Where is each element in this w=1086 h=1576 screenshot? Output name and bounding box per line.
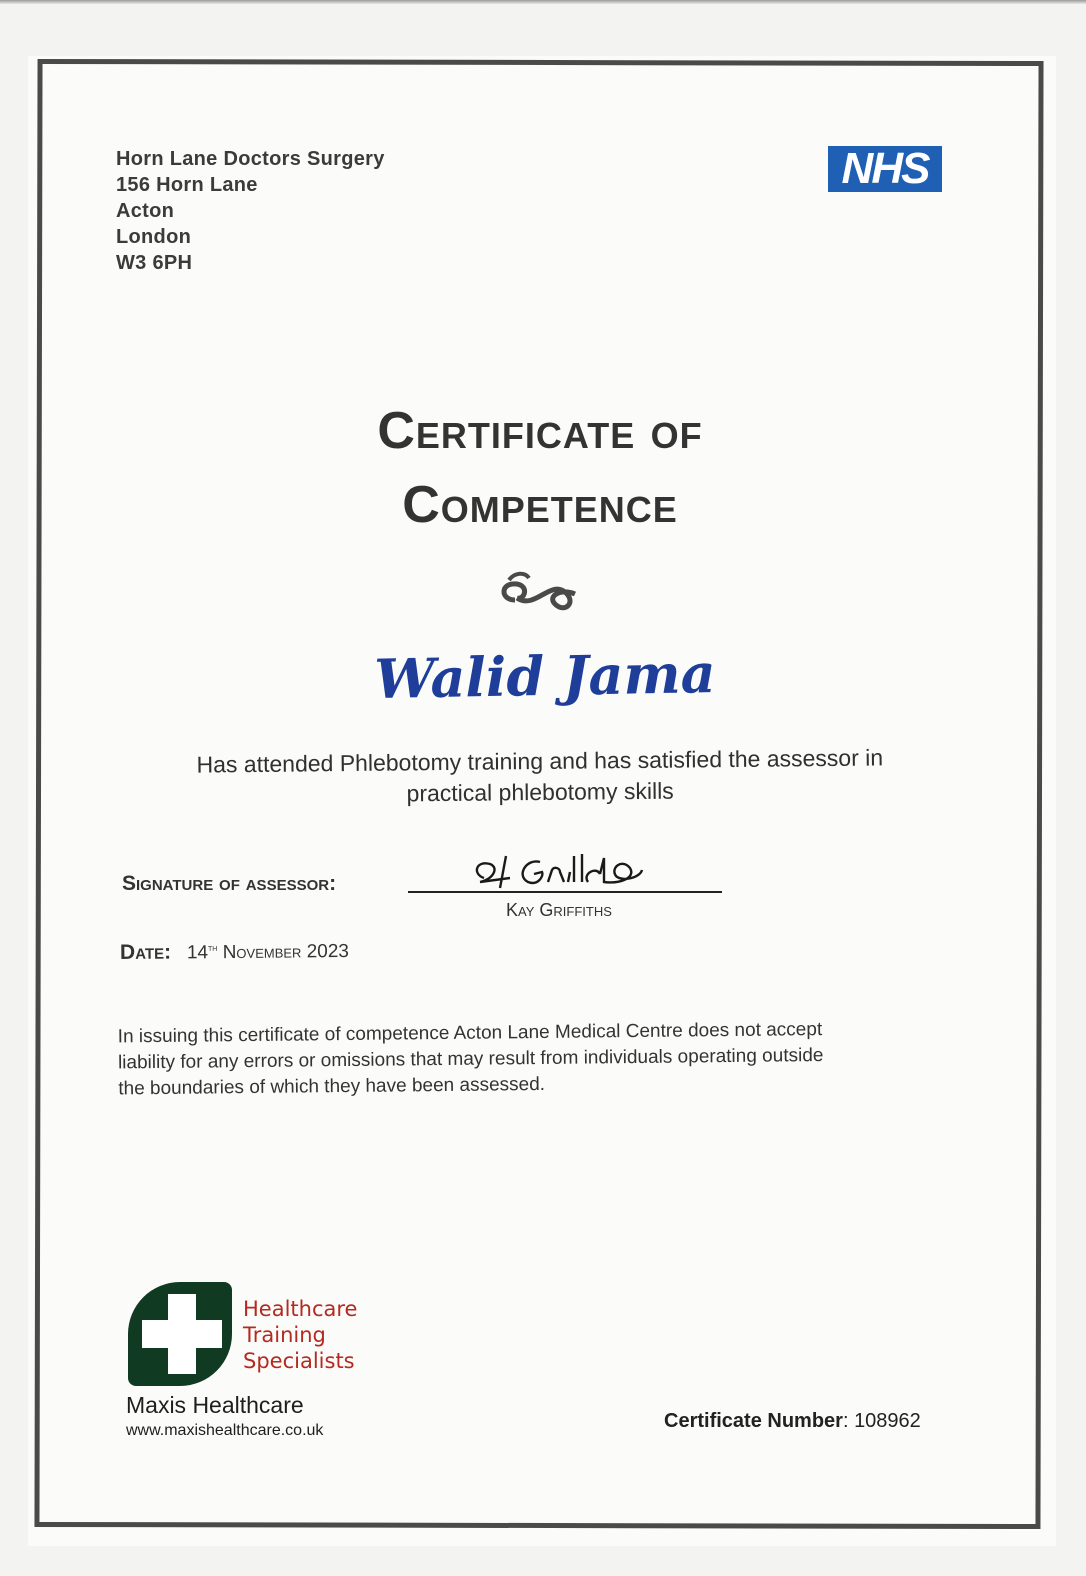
address-line: London bbox=[116, 226, 192, 248]
recipient-name: Walid Jama bbox=[373, 641, 717, 711]
assessor-signature bbox=[470, 848, 650, 894]
statement-line: practical phlebotomy skills bbox=[406, 777, 674, 807]
disclaimer-line: In issuing this certificate of competence Acton Lane Medical Centre does not accept bbox=[117, 1019, 823, 1048]
address-line: W3 6PH bbox=[116, 252, 193, 274]
date-value bbox=[187, 941, 349, 963]
nhs-logo: NHS bbox=[828, 146, 942, 192]
date-month-year: November 2023 bbox=[222, 941, 350, 964]
certificate-title bbox=[250, 394, 830, 542]
provider-website: www.maxishealthcare.co.uk bbox=[126, 1422, 324, 1439]
address-line: Horn Lane Doctors Surgery bbox=[116, 148, 385, 170]
address-line: Acton bbox=[116, 200, 175, 222]
flourish-ornament-icon bbox=[495, 570, 585, 620]
statement-line: Has attended Phlebotomy training and has satisfied the assessor in bbox=[196, 744, 884, 778]
training-provider-logo-text bbox=[243, 1296, 357, 1374]
disclaimer-line: the boundaries of which they have been assessed. bbox=[118, 1073, 546, 1100]
logo-text-line: Healthcare bbox=[243, 1297, 358, 1321]
logo-text-line: Training bbox=[243, 1323, 326, 1347]
liability-disclaimer bbox=[118, 1016, 959, 1103]
signature-label: Signature of assessor: bbox=[122, 872, 337, 895]
title-line-1: Certificate of bbox=[377, 402, 703, 460]
provider-name: Maxis Healthcare bbox=[126, 1392, 304, 1418]
logo-text-line: Specialists bbox=[243, 1349, 355, 1373]
certificate-number-label: Certificate Number bbox=[664, 1410, 843, 1432]
date-label: Date: bbox=[119, 940, 172, 964]
assessor-name: Kay Griffiths bbox=[506, 900, 612, 920]
certificate-number-value: 108962 bbox=[854, 1410, 921, 1432]
date-row bbox=[120, 939, 349, 965]
competence-statement bbox=[130, 742, 951, 813]
disclaimer-line: liability for any errors or omissions that may result from individuals operating outside bbox=[117, 1045, 824, 1074]
date-day: 14 bbox=[186, 942, 209, 964]
first-aid-cross-icon bbox=[136, 1288, 228, 1380]
certificate-number: Certificate Number: 108962 bbox=[664, 1410, 921, 1432]
healthcare-training-specialists-logo bbox=[128, 1282, 232, 1386]
practice-address bbox=[116, 146, 385, 276]
address-line: 156 Horn Lane bbox=[116, 174, 258, 196]
title-line-2: Competence bbox=[402, 476, 678, 534]
date-day-suffix: th bbox=[207, 942, 218, 954]
page-edge-shadow bbox=[0, 0, 1086, 4]
